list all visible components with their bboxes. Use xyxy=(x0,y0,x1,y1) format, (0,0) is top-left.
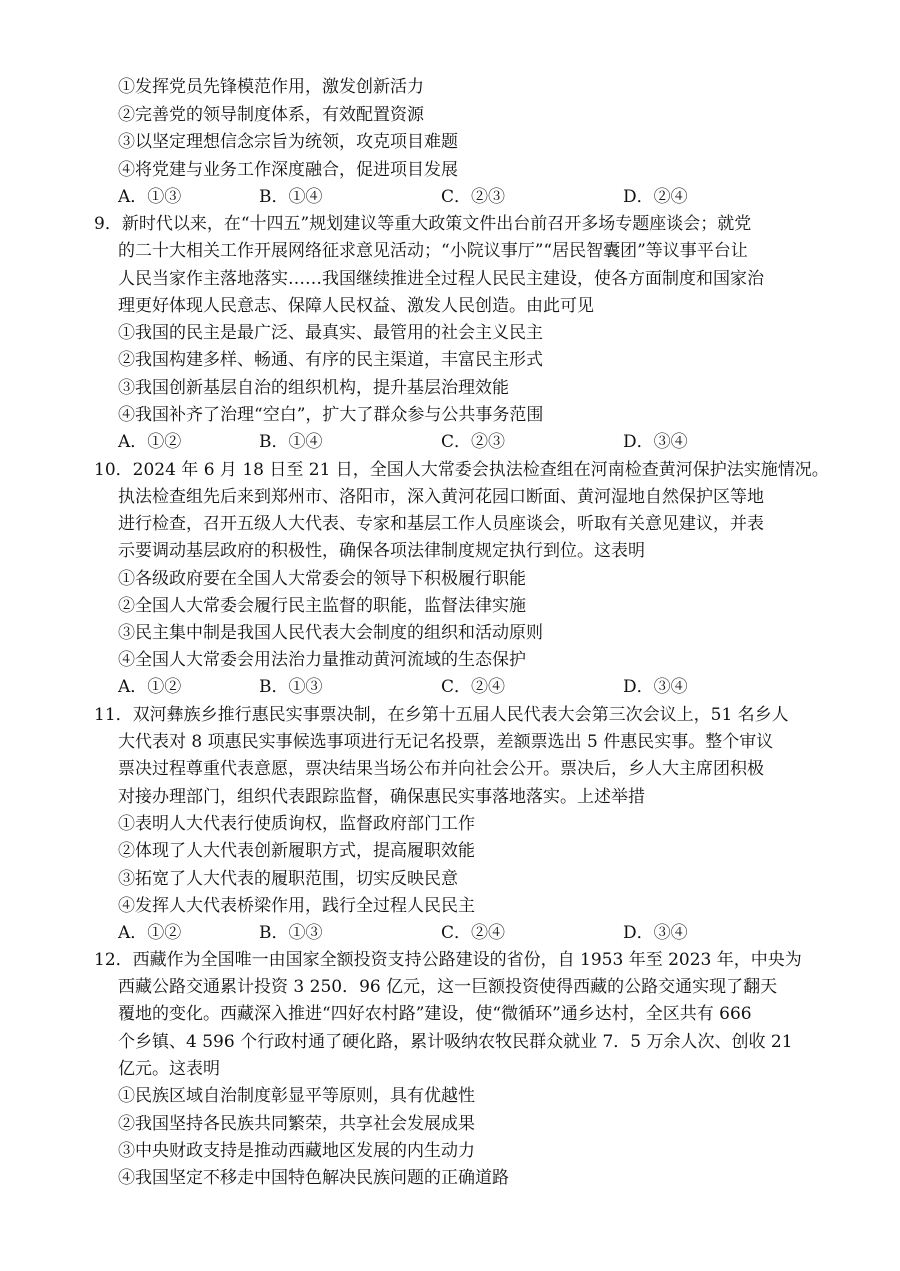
q8-option-c: C．②③ xyxy=(441,187,506,207)
q10-statement-4: ④全国人大常委会用法治力量推动黄河流域的生态保护 xyxy=(118,650,526,670)
q10-statement-1: ①各级政府要在全国人大常委会的领导下积极履行职能 xyxy=(118,569,526,589)
q11-stem-line-3: 票决过程尊重代表意愿，票决结果当场公布并向社会公开。票决后，乡人大主席团积极 xyxy=(118,759,764,779)
q8-statement-2: ②完善党的领导制度体系，有效配置资源 xyxy=(118,105,424,125)
q10-option-d: D．③④ xyxy=(623,677,688,697)
q12-stem-line-3: 覆地的变化。西藏深入推进“四好农村路”建设，使“微循环”通乡达村，全区共有 666 xyxy=(118,1004,752,1024)
q11-stem-line-4: 对接办理部门，组织代表跟踪监督，确保惠民实事落地落实。上述举措 xyxy=(118,787,645,807)
q8-statement-3: ③以坚定理想信念宗旨为统领，攻克项目难题 xyxy=(118,132,458,152)
q12-statement-2: ②我国坚持各民族共同繁荣，共享社会发展成果 xyxy=(118,1114,475,1134)
q9-stem-line-3: 人民当家作主落地落实……我国继续推进全过程人民民主建设，使各方面制度和国家治 xyxy=(118,269,764,289)
q11-statement-4: ④发挥人大代表桥梁作用，践行全过程人民民主 xyxy=(118,896,475,916)
q9-statement-3: ③我国创新基层自治的组织机构，提升基层治理效能 xyxy=(118,378,509,398)
q8-statement-1: ①发挥党员先锋模范作用，激发创新活力 xyxy=(118,77,424,97)
q11-stem-line-2: 大代表对 8 项惠民实事候选事项进行无记名投票，差额票选出 5 件惠民实事。整个审议 xyxy=(118,732,774,752)
q11-option-a: A．①② xyxy=(118,923,182,943)
q9-options xyxy=(118,429,818,456)
q9-stem-line-4: 理更好体现人民意志、保障人民权益、激发人民创造。由此可见 xyxy=(118,296,594,316)
q9-statement-2: ②我国构建多样、畅通、有序的民主渠道，丰富民主形式 xyxy=(118,350,543,370)
q12-statement-4: ④我国坚定不移走中国特色解决民族问题的正确道路 xyxy=(118,1168,509,1188)
q9-statement-1: ①我国的民主是最广泛、最真实、最管用的社会主义民主 xyxy=(118,323,543,343)
q10-statement-2: ②全国人大常委会履行民主监督的职能，监督法律实施 xyxy=(118,596,526,616)
q9-stem-line-1: 9．新时代以来，在“十四五”规划建议等重大政策文件出台前召开多场专题座谈会；就党 xyxy=(94,214,752,234)
q12-stem-line-2: 西藏公路交通累计投资 3 250．96 亿元，这一巨额投资使得西藏的公路交通实现了翻天 xyxy=(118,977,778,997)
q10-option-c: C．②④ xyxy=(441,677,506,697)
q12-stem-line-1: 12．西藏作为全国唯一由国家全额投资支持公路建设的省份，自 1953 年至 2023 年，中央为 xyxy=(94,950,802,970)
q11-stem-line-1: 11．双河彝族乡推行惠民实事票决制，在乡第十五届人民代表大会第三次会议上，51 名乡人 xyxy=(94,705,789,725)
q10-stem-line-3: 进行检查，召开五级人大代表、专家和基层工作人员座谈会，听取有关意见建议，并表 xyxy=(118,514,764,534)
q11-statement-3: ③拓宽了人大代表的履职范围，切实反映民意 xyxy=(118,869,458,889)
q10-statement-3: ③民主集中制是我国人民代表大会制度的组织和活动原则 xyxy=(118,623,543,643)
q8-option-d: D．②④ xyxy=(623,187,688,207)
q10-option-a: A．①② xyxy=(118,677,182,697)
q10-stem-line-2: 执法检查组先后来到郑州市、洛阳市，深入黄河花园口断面、黄河湿地自然保护区等地 xyxy=(118,487,764,507)
q9-option-b: B．①④ xyxy=(259,432,323,452)
q9-option-a: A．①② xyxy=(118,432,182,452)
q10-stem-line-4: 示要调动基层政府的积极性，确保各项法律制度规定执行到位。这表明 xyxy=(118,541,645,561)
q12-stem-line-5: 亿元。这表明 xyxy=(118,1059,220,1079)
q8-options xyxy=(118,184,818,211)
q12-stem-line-4: 个乡镇、4 596 个行政村通了硬化路，累计吸纳农牧民群众就业 7．5 万余人次、创收 21 xyxy=(118,1032,793,1052)
q8-option-a: A．①③ xyxy=(118,187,182,207)
q11-statement-2: ②体现了人大代表创新履职方式，提高履职效能 xyxy=(118,841,475,861)
q12-statement-3: ③中央财政支持是推动西藏地区发展的内生动力 xyxy=(118,1141,475,1161)
q11-options xyxy=(118,920,818,947)
q10-stem-line-1: 10．2024 年 6 月 18 日至 21 日，全国人大常委会执法检查组在河南检查黄河保护法实施情况。 xyxy=(94,460,829,480)
q9-option-d: D．③④ xyxy=(623,432,688,452)
q8-statement-4: ④将党建与业务工作深度融合，促进项目发展 xyxy=(118,160,458,180)
q9-stem-line-2: 的二十大相关工作开展网络征求意见活动；“小院议事厅”“居民智囊团”等议事平台让 xyxy=(118,241,748,261)
q10-option-b: B．①③ xyxy=(259,677,323,697)
q11-option-b: B．①③ xyxy=(259,923,323,943)
q12-statement-1: ①民族区域自治制度彰显平等原则，具有优越性 xyxy=(118,1086,475,1106)
q11-option-c: C．②④ xyxy=(441,923,506,943)
q9-statement-4: ④我国补齐了治理“空白”，扩大了群众参与公共事务范围 xyxy=(118,405,544,425)
q10-options xyxy=(118,674,818,701)
q11-statement-1: ①表明人大代表行使质询权，监督政府部门工作 xyxy=(118,814,475,834)
q11-option-d: D．③④ xyxy=(623,923,688,943)
q9-option-c: C．②③ xyxy=(441,432,506,452)
q8-option-b: B．①④ xyxy=(259,187,323,207)
